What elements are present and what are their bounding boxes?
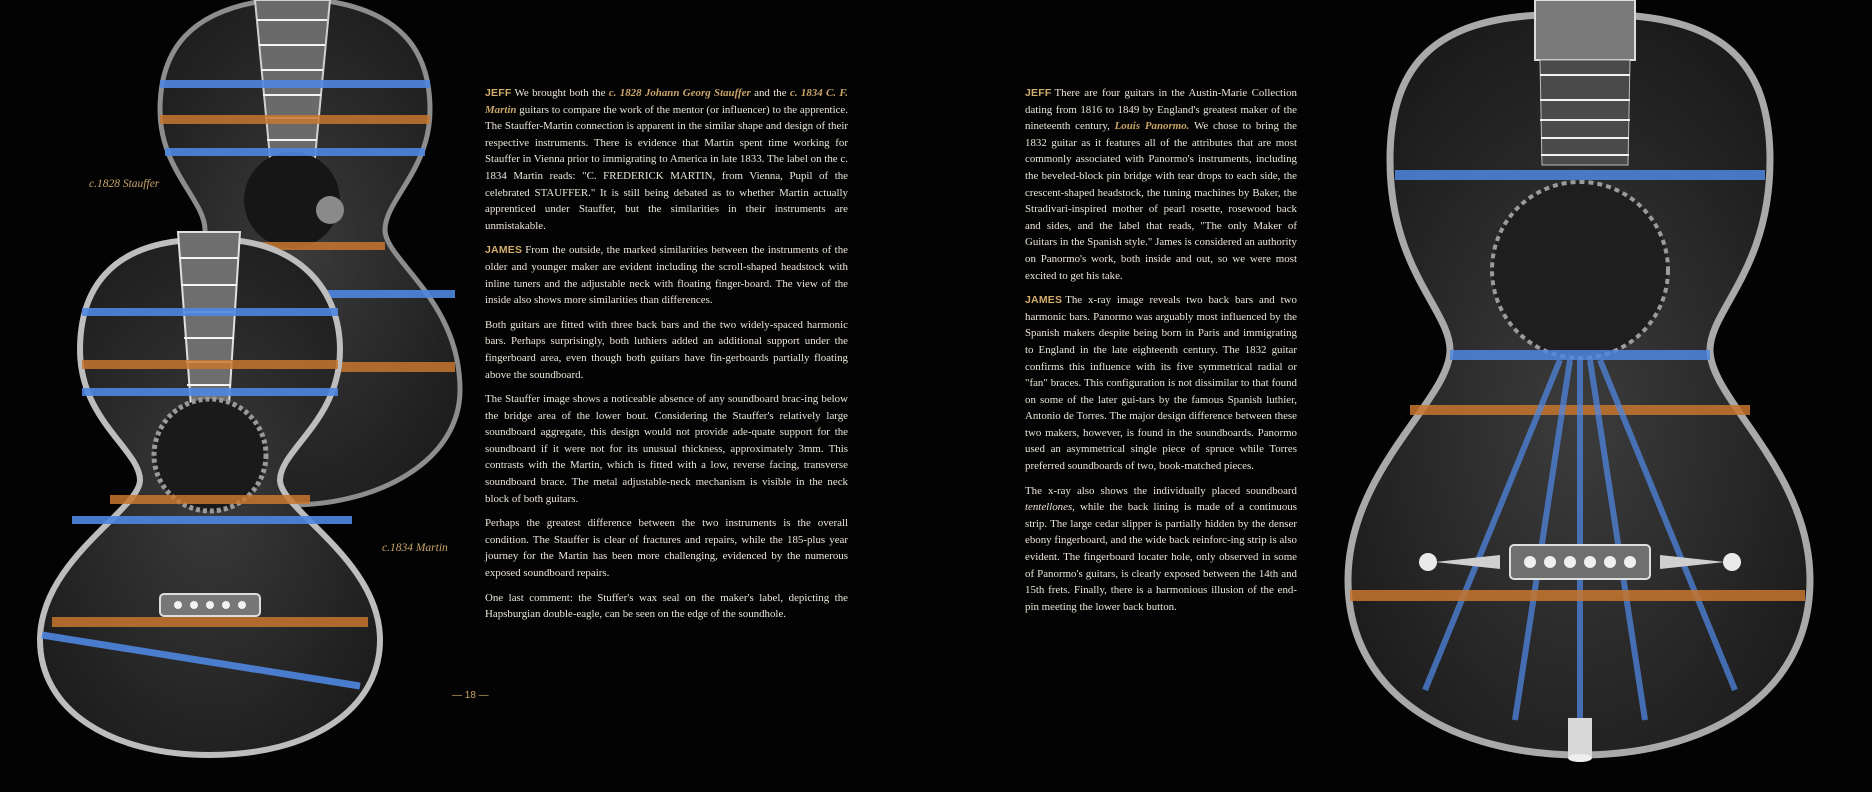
left-paragraph-5: Perhaps the greatest difference between the two instruments is the overall condition. The Stauffer is clear of fractures and repairs, while the 185-plus year journey for the Martin has been more challenging, evidenced by the numerous exposed soundboard repairs. (485, 517, 848, 580)
speaker-jeff: JEFF (1025, 87, 1052, 99)
reference-martin: c. 1834 C. F. Martin (485, 87, 848, 116)
left-paragraph-2: JAMES From the outside, the marked similarities between the instruments of the older and younger maker are evident including the scroll-shaped headstock with inline tuners and the adjustable neck with floating finger-board. The view of the inside also shows more similarities than differences. (485, 244, 848, 307)
stauffer-martin-xray-image (0, 0, 470, 760)
left-paragraph-3: Both guitars are fitted with three back bars and the two widely-spaced harmonic bars. Perhaps surprisingly, both luthiers added an additional support under the fingerboard area, even though both guitars have fin-gerboards partially floating above the soundboard. (485, 318, 848, 381)
caption-stauffer: c.1828 Stauffer (89, 178, 160, 190)
reference-stauffer: c. 1828 Johann Georg Stauffer (608, 87, 751, 99)
right-paragraph-3: The x-ray also shows the individually placed soundboard tentellones, while the back lining is made of a continuous strip. The large cedar slipper is partially hidden by the denser ebony fingerboard, and the wide back reinforc-ing strip is also evident. The fingerboard locater hole, only observed in some of Panormo's guitars, is clearly exposed between the 14th and 15th frets. Finally, there is a harmonious illusion of the end-pin meeting the lower back button. (1025, 484, 1297, 613)
page-number: — 18 — (452, 690, 489, 701)
right-text-column (1025, 85, 1297, 623)
left-text-column (485, 85, 848, 631)
left-paragraph-4: The Stauffer image shows a noticeable absence of any soundboard brac-ing below the bridge area of the lower bout. Considering the Stauffer's relatively large soundboard aggregate, this design would not provide ade-quate support for the soundboard if it were not for its unusual thickness, approximately 3mm. This contrasts with the Martin, which is fitted with a low, reverse facing, transverse soundboard brace. The metal adjustable-neck mechanism is visible in the neck block of both guitars. (485, 393, 848, 505)
speaker-james: JAMES (1025, 294, 1063, 307)
caption-martin: c.1834 Martin (382, 542, 448, 554)
left-paragraph-6: One last comment: the Stuffer's wax seal on the maker's label, depicting the Hapsburgian double-eagle, can be seen on the edge of the soundhole. (485, 591, 848, 621)
right-paragraph-2: JAMES The x-ray image reveals two back bars and two harmonic bars. Panormo was arguably most influenced by the Spanish makers despite being born in Paris and immigrating to England in the late eighteenth century. The 1832 guitar confirms this influence with its five symmetrical radial or "fan" braces. This configuration is not dissimilar to that found on some of the later gui-tars by the famous Spanish luthier, Antonio de Torres. The major design difference between these two makers, however, is found in the soundboards. Panormo used an asymmetrical single piece of spruce while Torres preferred soundboards of two, book-matched pieces. (1025, 294, 1297, 473)
speaker-james: JAMES (485, 244, 523, 257)
panormo-xray-image (1330, 0, 1872, 792)
reference-panormo: Louis Panormo. (1114, 120, 1190, 133)
left-paragraph-1: JEFF We brought both the c. 1828 Johann Georg Stauffer and the c. 1834 C. F. Martin guitars to compare the work of the mentor (or influencer) to the apprentice. The Stauffer-Martin connection is apparent in the similar shape and design of their respective instruments. There is evidence that Martin spent time working for Stauffer in Vienna prior to immigrating to America in late 1833. The label on the c. 1834 Martin reads: "C. FREDERICK MARTIN, from Vienna, Pupil of the celebrated STAUFFER." It is still being debated as to whether Martin actually apprenticed under Stauffer, but the similarities in their instruments are unmistakable. (485, 87, 848, 232)
right-paragraph-1: JEFF There are four guitars in the Austin-Marie Collection dating from 1816 to 1849 by England's greatest maker of the nineteenth century, Louis Panormo. We chose to bring the 1832 guitar as it features all of the attributes that are most commonly associated with Panormo's instruments, including the beveled-block pin bridge with tear drops to each side, the crescent-shaped headstock, the tuning machines by Baker, the Stradivari-inspired mother of pearl rosette, rosewood back and sides, and the label that reads, "The only Maker of Guitars in the Spanish style." James is considered an authority on Panormo's work, both inside and out, so we were most excited to get his take. (1025, 87, 1297, 282)
speaker-jeff: JEFF (485, 87, 512, 99)
